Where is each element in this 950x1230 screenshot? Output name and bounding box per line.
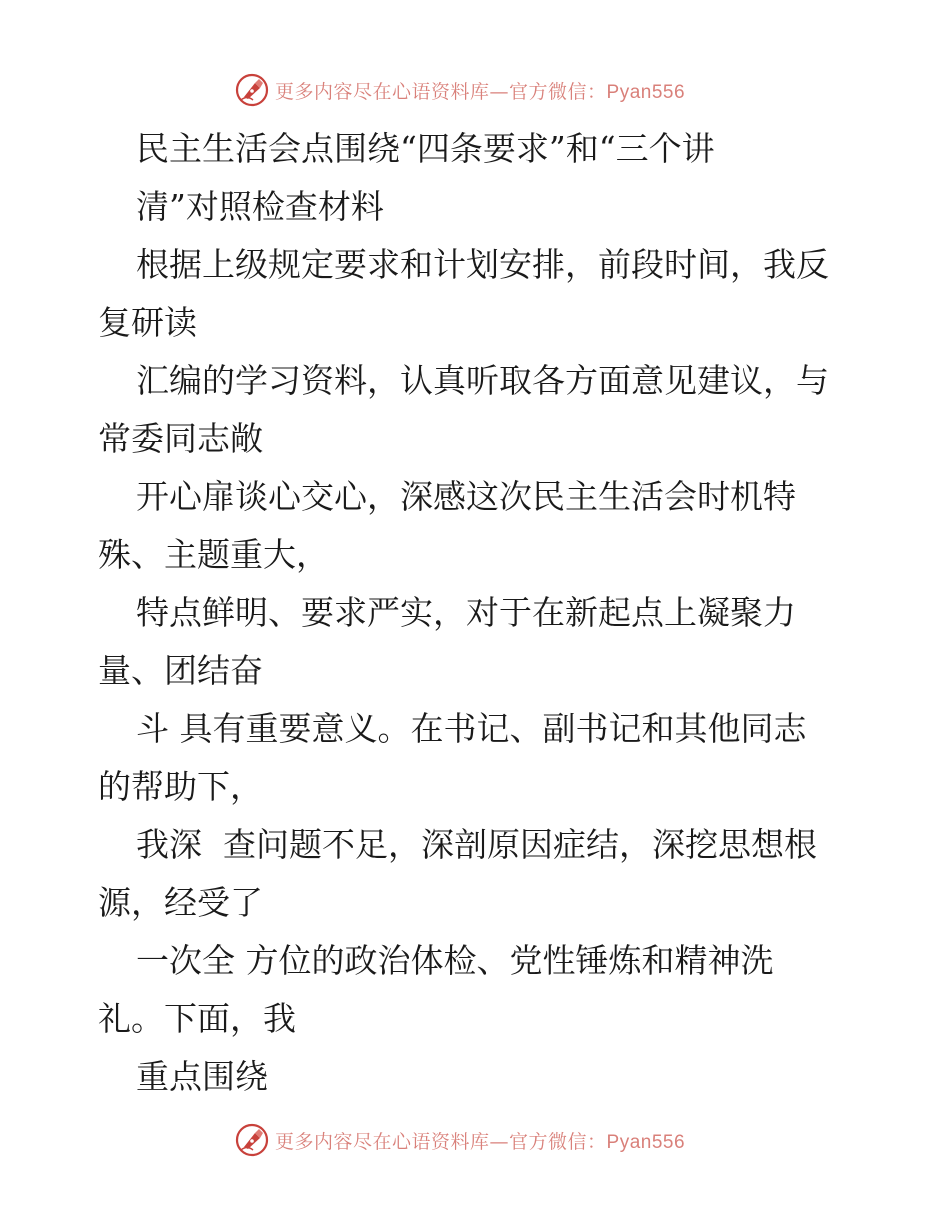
text-line: 我深 查问题不足，深剖原因症结，深挖思想根 (136, 825, 817, 864)
banner-wechat-id: Pyan556 (606, 1131, 686, 1153)
text-line: 复研读 (98, 303, 197, 342)
text-line: 开心扉谈心交心，深感这次民主生活会时机特 (136, 477, 796, 516)
text-line: 重点围绕 (136, 1057, 268, 1096)
text-line: 清”对照检查材料 (136, 187, 384, 226)
header-banner (235, 72, 715, 108)
text-line: 根据上级规定要求和计划安排，前段时间，我反 (136, 245, 829, 284)
banner-wechat-id: Pyan556 (606, 81, 686, 103)
text-line: 特点鲜明、要求严实，对于在新起点上凝聚力 (136, 593, 796, 632)
document-body (98, 120, 858, 1106)
text-line: 斗 具有重要意义。在书记、副书记和其他同志 (136, 709, 807, 748)
banner-text: 更多内容尽在心语资料库—官方微信： (275, 80, 607, 103)
text-line: 礼。下面，我 (98, 999, 296, 1038)
text-line: 汇编的学习资料，认真听取各方面意见建议，与 (136, 361, 829, 400)
pen-nib-logo-icon (235, 73, 269, 107)
text-line: 源，经受了 (98, 883, 263, 922)
text-line: 一次全 方位的政治体检、党性锤炼和精神洗 (136, 941, 774, 980)
banner-text: 更多内容尽在心语资料库—官方微信： (275, 1130, 607, 1153)
text-line: 殊、主题重大， (98, 535, 329, 574)
text-line: 民主生活会点围绕“四条要求”和“三个讲 (136, 129, 715, 168)
text-line: 量、团结奋 (98, 651, 263, 690)
pen-nib-logo-icon (235, 1123, 269, 1157)
text-line: 常委同志敞 (98, 419, 263, 458)
footer-banner (235, 1122, 715, 1158)
text-line: 的帮助下， (98, 767, 263, 806)
